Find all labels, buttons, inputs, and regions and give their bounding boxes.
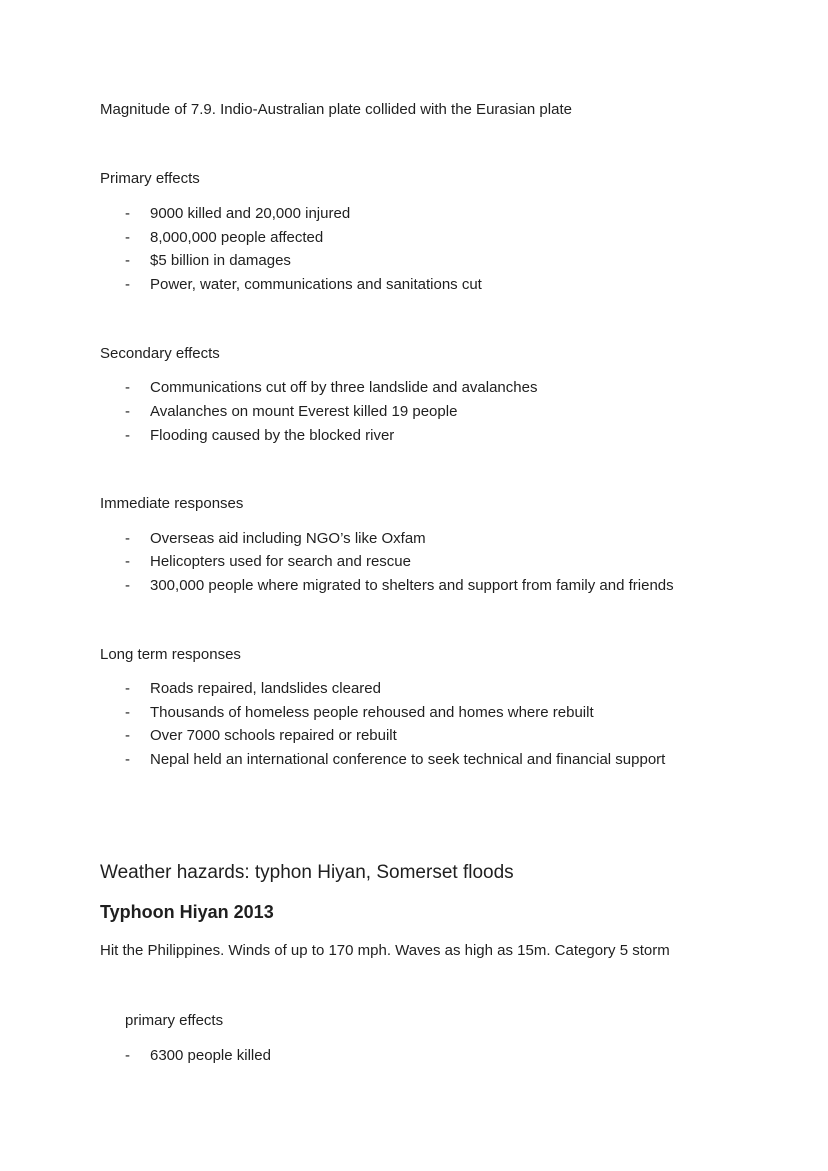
intro-text: Magnitude of 7.9. Indio-Australian plate collided with the Eurasian plate — [100, 101, 572, 118]
bullet-dash: - — [125, 379, 130, 396]
section-heading-immediate-responses: Immediate responses — [100, 495, 244, 512]
section-heading-primary-effects: Primary effects — [100, 170, 200, 187]
bullet-dash: - — [125, 403, 130, 420]
list-item-text: Roads repaired, landslides cleared — [150, 680, 381, 697]
typhoon-title: Typhoon Hiyan 2013 — [100, 902, 274, 922]
list-item-text: Thousands of homeless people rehoused and homes where rebuilt — [150, 704, 594, 721]
list-item-text: Flooding caused by the blocked river — [150, 427, 395, 444]
bullet-dash: - — [125, 1047, 130, 1064]
bullet-dash: - — [125, 252, 130, 269]
list-item-text: Overseas aid including NGO’s like Oxfam — [150, 530, 426, 547]
typhoon-summary: Hit the Philippines. Winds of up to 170 mph. Waves as high as 15m. Category 5 storm — [100, 942, 670, 959]
typhoon-primary-effects-heading: primary effects — [125, 1012, 224, 1029]
list-item-text: 300,000 people where migrated to shelters and support from family and friends — [150, 577, 674, 594]
section-heading-secondary-effects: Secondary effects — [100, 345, 220, 362]
bullet-dash: - — [125, 727, 130, 744]
list-item-text: 8,000,000 people affected — [150, 229, 324, 246]
list-item-text: Nepal held an international conference to seek technical and financial support — [150, 751, 666, 768]
list-item-text: Communications cut off by three landslide and avalanches — [150, 379, 538, 396]
list-item-text: Over 7000 schools repaired or rebuilt — [150, 727, 397, 744]
bullet-dash: - — [125, 427, 130, 444]
bullet-dash: - — [125, 704, 130, 721]
list-item-text: 9000 killed and 20,000 injured — [150, 205, 351, 222]
list-item-text: Power, water, communications and sanitations cut — [150, 276, 482, 293]
list-item-text: Avalanches on mount Everest killed 19 people — [150, 403, 458, 420]
bullet-dash: - — [125, 229, 130, 246]
section-heading-long-term-responses: Long term responses — [100, 646, 241, 663]
bullet-dash: - — [125, 577, 130, 594]
list-item-text: $5 billion in damages — [150, 252, 291, 269]
weather-hazards-heading: Weather hazards: typhon Hiyan, Somerset floods — [100, 862, 514, 883]
bullet-dash: - — [125, 680, 130, 697]
list-item-text: Helicopters used for search and rescue — [150, 553, 411, 570]
list-item-text: 6300 people killed — [150, 1047, 271, 1064]
bullet-dash: - — [125, 530, 130, 547]
bullet-dash: - — [125, 553, 130, 570]
bullet-dash: - — [125, 751, 130, 768]
bullet-dash: - — [125, 205, 130, 222]
bullet-dash: - — [125, 276, 130, 293]
